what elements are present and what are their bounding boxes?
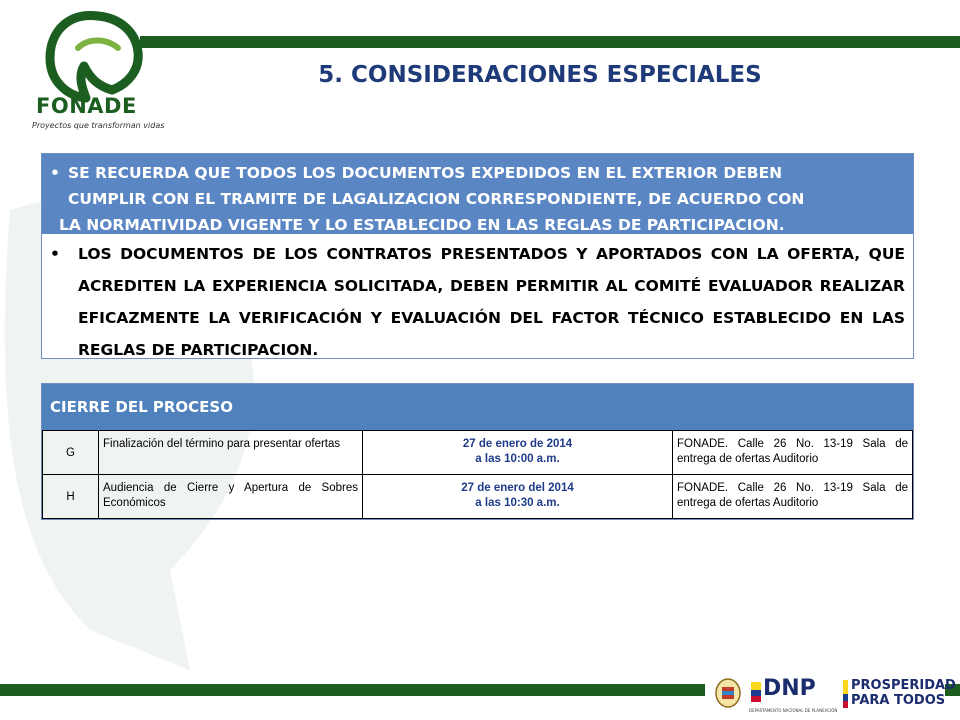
note1-line1: SE RECUERDA QUE TODOS LOS DOCUMENTOS EXPEDIDOS EN EL EXTERIOR DEBEN <box>68 164 783 182</box>
row-code: G <box>43 431 99 475</box>
table-row <box>43 431 913 475</box>
process-closing-table <box>41 383 914 520</box>
row-place: FONADE. Calle 26 No. 13-19 Sala de entrega de ofertas Auditorio <box>673 475 913 519</box>
table-row <box>43 475 913 519</box>
row-code: H <box>43 475 99 519</box>
logo-name: FONADE <box>36 94 137 118</box>
psp-flag-icon <box>843 680 848 708</box>
note2-text: LOS DOCUMENTOS DE LOS CONTRATOS PRESENTADOS Y APORTADOS CON LA OFERTA, QUE ACREDITEN LA EXPERIENCIA SOLICITADA, DEBEN PERMITIR AL COMITÉ EVALUADOR REALIZAR EFICAZMENTE LA VERIFICACIÓN Y EVALUACIÓN DEL FACTOR TÉCNICO ESTABLECIDO EN LAS REGLAS DE PARTICIPACION. <box>78 245 905 359</box>
bullet-icon: • <box>50 245 60 263</box>
row-date-day: 27 de enero de 2014 <box>462 438 573 450</box>
note1-line3: LA NORMATIVIDAD VIGENTE Y LO ESTABLECIDO EN LAS REGLAS DE PARTICIPACION. <box>59 216 785 234</box>
logo-tagline: Proyectos que transforman vidas <box>32 121 165 130</box>
row-date <box>363 431 673 475</box>
row-date-day: 27 de enero del 2014 <box>461 482 574 494</box>
notes-box <box>41 153 914 359</box>
process-schedule <box>42 430 913 519</box>
dnp-subtitle: DEPARTAMENTO NACIONAL DE PLANEACIÓN <box>749 708 838 713</box>
row-description: Finalización del término para presentar ofertas <box>99 431 363 475</box>
psp-text <box>851 678 956 708</box>
top-green-bar <box>140 36 960 48</box>
note-legalization <box>42 154 913 234</box>
bullet-icon: • <box>50 164 60 182</box>
row-date-time: a las 10:30 a.m. <box>475 497 560 509</box>
psp-line1: PROSPERIDAD <box>851 678 956 693</box>
note-contract-documents <box>42 234 913 358</box>
page-title: 5. CONSIDERACIONES ESPECIALES <box>318 62 762 88</box>
row-date <box>363 475 673 519</box>
psp-line2: PARA TODOS <box>851 693 946 708</box>
prosperidad-logo <box>843 678 956 710</box>
footer-logos <box>705 670 956 716</box>
process-header: CIERRE DEL PROCESO <box>42 384 913 430</box>
row-date-time: a las 10:00 a.m. <box>475 453 560 465</box>
row-place: FONADE. Calle 26 No. 13-19 Sala de entrega de ofertas Auditorio <box>673 431 913 475</box>
colombia-shield-icon <box>715 678 741 708</box>
note1-line2: CUMPLIR CON EL TRAMITE DE LAGALIZACION CORRESPONDIENTE, DE ACUERDO CON <box>68 190 805 208</box>
dnp-logo-text: DNP <box>763 676 816 701</box>
row-description: Audiencia de Cierre y Apertura de Sobres Económicos <box>99 475 363 519</box>
